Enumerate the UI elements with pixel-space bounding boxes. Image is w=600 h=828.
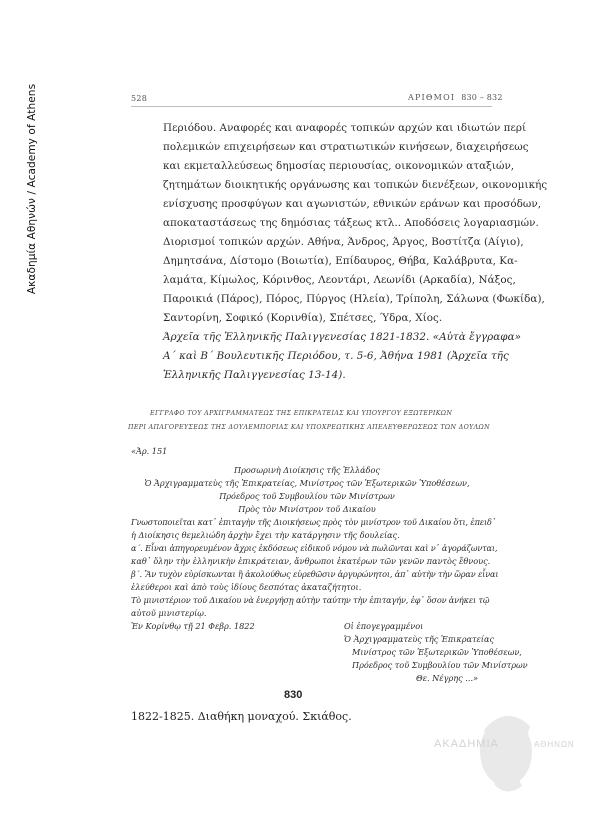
body-line: Δημητσάνα, Δίστομο (Βοιωτία), Επίδαυρος, Θήβα, Καλάβρυτα, Κα- [163, 255, 518, 267]
body-line: Παροικιά (Πάρος), Πόρος, Πύργος (Ηλεία), Τρίπολη, Σάλωνα (Φωκίδα), [163, 293, 545, 305]
entry-number: 830 [284, 689, 303, 701]
running-title: ΑΡΙΘΜΟΙ [408, 93, 456, 102]
entry-text: 1822-1825. Διαθήκη μοναχού. Σκιάθος. [131, 710, 352, 723]
body-line: Διορισμοί τοπικών αρχών. Αθήνα, Άνδρος, Άργος, Βοστίτζα (Αίγιο), [163, 236, 524, 248]
document-body-line: Τὸ μινιστέριον τοῦ Δικαίου νὰ ἐνεργήσῃ αὐτὴν ταύτην τὴν ἐπιταγήν, ἐφ᾽ ὅσον ἀνήκει τῷ [131, 595, 490, 605]
academy-watermark [434, 700, 584, 800]
document-title-line: ΠΕΡΙ ΑΠΑΓΟΡΕΥΣΕΩΣ ΤΗΣ ΔΟΥΛΕΜΠΟΡΙΑΣ ΚΑΙ ΥΠΟΧΡΕΩΤΙΚΗΣ ΑΠΕΛΕΥΘΕΡΩΣΕΩΣ ΤΩΝ ΔΟΥΛΩΝ [128, 424, 490, 431]
athena-head-icon [434, 700, 584, 800]
header-rule [131, 106, 492, 107]
document-heading-line: Πρὸς τὸν Μινίστρον τοῦ Δικαίου [238, 504, 376, 514]
body-line: αποκαταστάσεως της δημόσιας τάξεως κτλ.. Αποδόσεις λογαριασμών. [163, 217, 539, 229]
signature-line: Μινίστρος τῶν Ἐξωτερικῶν Ὑποθέσεων, [352, 647, 522, 657]
body-line: ζητημάτων διοικητικής οργάνωσης και τοπικών διενέξεων, οικονομικής [163, 179, 548, 191]
body-line: και εκμεταλλεύσεως δημοσίας περιουσίας, οικονομικών αταξιών, [163, 160, 515, 172]
document-body-line: β΄. Ἂν τυχὸν εὑρίσκωνται ἢ ἀκολούθως εὑρεθῶσιν ἀργυρώνητοι, ἀπ᾽ αὐτὴν τὴν ὥραν εἶναι [131, 569, 499, 579]
document-heading-line: Προσωρινὴ Διοίκησις τῆς Ἑλλάδος [234, 465, 380, 475]
document-body-line: αὐτοῦ μινιστερίῳ. [131, 608, 207, 618]
document-body-line: καθ᾽ ὅλην τὴν ἑλληνικὴν ἐπικράτειαν, ἄνθρωποι ἑκατέρων τῶν γενῶν παντὸς ἔθνους. [131, 556, 491, 566]
document-heading-line: Πρόεδρος τοῦ Συμβουλίου τῶν Μινίστρων [219, 491, 395, 501]
body-line: πολεμικών επιχειρήσεων και στρατιωτικών κινήσεων, διαχειρήσεως [163, 141, 529, 153]
document-body-line: ἐλεύθεροι καὶ ἀπὸ τοὺς ἰδίους δεσπότας ἀκαταζήτητοι. [131, 582, 362, 592]
watermark-right-text: ΑΘΗΝΩΝ [534, 740, 575, 749]
document-number: «Ἀρ. 151 [131, 446, 168, 456]
body-line: ενίσχυσης προσφύγων και αγωνιστών, εθνικών εράνων και προσόδων, [163, 198, 542, 210]
signature-line: Θε. Νέγρης ...» [416, 673, 479, 683]
body-line: Σαντορίνη, Σοφικό (Κορινθία), Σπέτσες, Ύδρα, Χίος. [163, 312, 443, 324]
reference-line: Άρχεῖα τῆς Ἑλληνικῆς Παλιγγενεσίας 1821-1832. «Αὐτὰ ἔγγραφα» [163, 331, 522, 343]
document-body-line: ἡ Διοίκησις θεμελιώδη ἀρχὴν ἔχει τὴν κατάργησιν τῆς δουλείας. [131, 530, 400, 540]
body-line: Περιόδου. Αναφορές και αναφορές τοπικών αρχών και ιδιωτών περί [163, 122, 527, 134]
signature-line: Οἱ ἐπογεγραμμένοι [344, 621, 424, 631]
document-heading-line: Ὁ Ἀρχιγραμματεὺς τῆς Ἐπικρατείας, Μινίστρος τῶν Ἐξωτερικῶν Ὑποθέσεων, [144, 478, 470, 488]
side-label-text: Ακαδημία Αθηνών / Academy of Athens [26, 83, 38, 295]
reference-line: Α΄ καὶ Β΄ Βουλευτικῆς Περιόδου, τ. 5-6, Ἀθήνα 1981 (Ἀρχεῖα τῆς [163, 350, 509, 362]
document-title-line: ΕΓΓΡΑΦΟ ΤΟΥ ΑΡΧΙΓΡΑΜΜΑΤΕΩΣ ΤΗΣ ΕΠΙΚΡΑΤΕΙΑΣ ΚΑΙ ΥΠΟΥΡΓΟΥ ΕΞΩΤΕΡΙΚΩΝ [150, 410, 453, 417]
page-number: 528 [131, 94, 148, 103]
running-header [408, 93, 503, 102]
document-place-date: Ἐν Κορίνθῳ τῇ 21 Φεβρ. 1822 [131, 621, 255, 631]
watermark-left-text: ΑΚΑΔΗΜΙΑ [434, 738, 499, 750]
side-label [23, 44, 41, 334]
document-body-line: α΄. Εἶναι ἀπηγορευμένον ἄχρις ἐκδόσεως εἰδικοῦ νόμου νὰ πωλῶνται καὶ ν᾽ ἀγοράζωνται, [131, 543, 498, 553]
reference-line: Ἑλληνικῆς Παλιγγενεσίας 13-14). [163, 369, 346, 381]
signature-line: Πρόεδρος τοῦ Συμβουλίου τῶν Μινίστρων [352, 660, 528, 670]
entry-range: 830 – 832 [461, 93, 503, 102]
signature-line: Ὁ Ἀρχιγραμματεὺς τῆς Ἐπικρατείας [344, 634, 495, 644]
document-body-line: Γνωστοποιεῖται κατ᾽ ἐπιταγὴν τῆς Διοικήσεως πρὸς τὸν μινίστρον τοῦ Δικαίου ὅτι, ἐπειδ᾽ [131, 517, 496, 527]
body-line: λαμάτα, Κίμωλος, Κόρινθος, Λεοντάρι, Λεωνίδι (Αρκαδία), Νάξος, [163, 274, 516, 286]
